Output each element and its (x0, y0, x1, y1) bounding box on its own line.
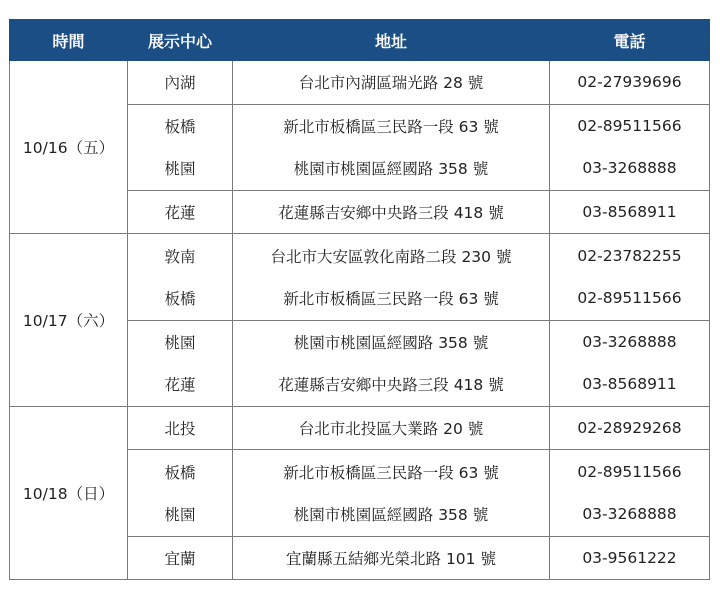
header-time: 時間 (10, 20, 128, 61)
phone-cell: 03-3268888 (550, 493, 710, 536)
phone-cell: 02-89511566 (550, 104, 710, 147)
center-cell: 桃園 (128, 147, 233, 190)
phone-cell: 02-27939696 (550, 61, 710, 105)
address-cell: 花蓮縣吉安鄉中央路三段 418 號 (233, 190, 550, 234)
center-cell: 宜蘭 (128, 536, 233, 580)
center-cell: 桃園 (128, 320, 233, 363)
address-cell: 桃園市桃園區經國路 358 號 (233, 493, 550, 536)
phone-cell: 02-89511566 (550, 450, 710, 493)
center-cell: 板橋 (128, 450, 233, 493)
phone-cell: 03-8568911 (550, 190, 710, 234)
center-cell: 內湖 (128, 61, 233, 105)
address-cell: 台北市北投區大業路 20 號 (233, 406, 550, 450)
address-cell: 新北市板橋區三民路一段 63 號 (233, 277, 550, 320)
table-row (10, 61, 710, 105)
date-cell: 10/16（五） (10, 61, 128, 234)
date-cell: 10/18（日） (10, 406, 128, 579)
center-cell: 桃園 (128, 493, 233, 536)
header-row (10, 20, 710, 61)
date-cell: 10/17（六） (10, 234, 128, 406)
center-cell: 花蓮 (128, 190, 233, 234)
address-cell: 新北市板橋區三民路一段 63 號 (233, 450, 550, 493)
header-address: 地址 (233, 20, 550, 61)
address-cell: 桃園市桃園區經國路 358 號 (233, 320, 550, 363)
header-phone: 電話 (550, 20, 710, 61)
center-cell: 花蓮 (128, 363, 233, 406)
address-cell: 花蓮縣吉安鄉中央路三段 418 號 (233, 363, 550, 406)
phone-cell: 03-8568911 (550, 363, 710, 406)
header-center: 展示中心 (128, 20, 233, 61)
center-cell: 北投 (128, 406, 233, 450)
phone-cell: 02-28929268 (550, 406, 710, 450)
phone-cell: 02-23782255 (550, 234, 710, 277)
center-cell: 板橋 (128, 277, 233, 320)
table-body (10, 61, 710, 580)
phone-cell: 03-3268888 (550, 320, 710, 363)
table-row (10, 406, 710, 450)
address-cell: 台北市內湖區瑞光路 28 號 (233, 61, 550, 105)
schedule-table (9, 19, 710, 580)
phone-cell: 02-89511566 (550, 277, 710, 320)
center-cell: 敦南 (128, 234, 233, 277)
table-row (10, 234, 710, 277)
phone-cell: 03-3268888 (550, 147, 710, 190)
address-cell: 桃園市桃園區經國路 358 號 (233, 147, 550, 190)
phone-cell: 03-9561222 (550, 536, 710, 580)
center-cell: 板橋 (128, 104, 233, 147)
address-cell: 新北市板橋區三民路一段 63 號 (233, 104, 550, 147)
address-cell: 宜蘭縣五結鄉光榮北路 101 號 (233, 536, 550, 580)
address-cell: 台北市大安區敦化南路二段 230 號 (233, 234, 550, 277)
